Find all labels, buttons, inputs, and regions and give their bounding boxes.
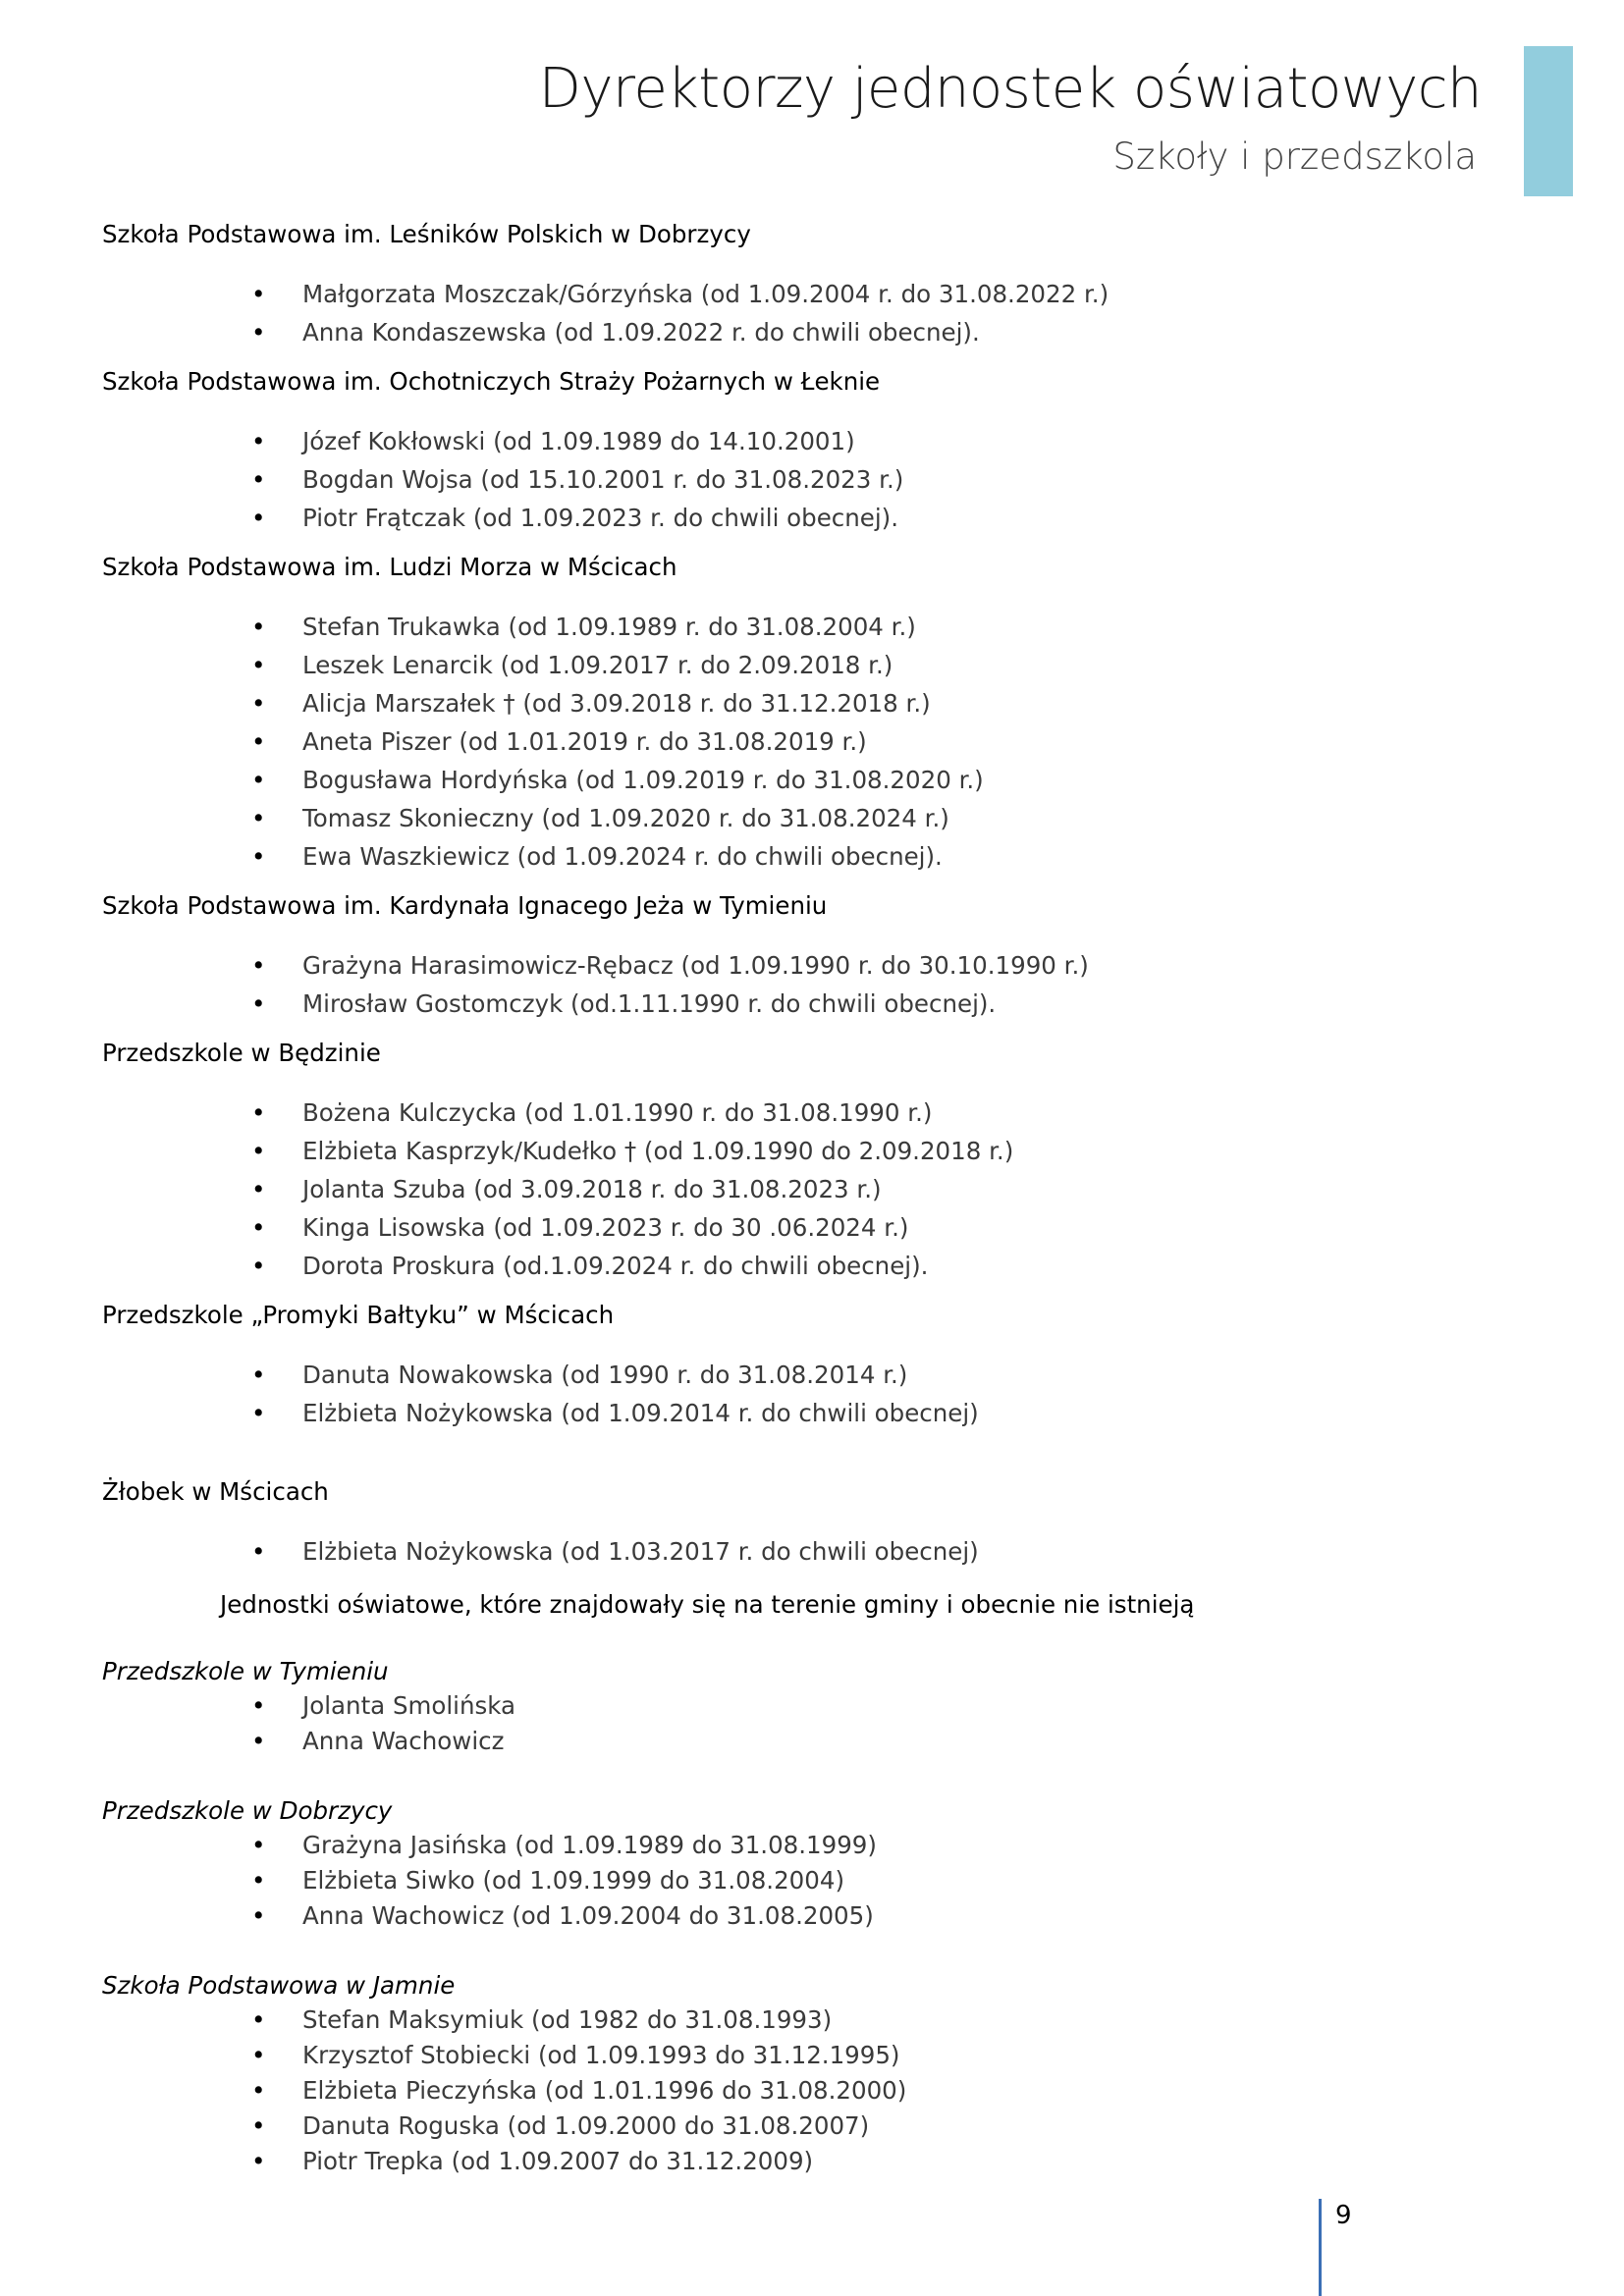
defunct-units-heading: Jednostki oświatowe, które znajdowały się na terenie gminy i obecnie nie istnieją [220, 1590, 1195, 1619]
entry-list [102, 275, 1496, 351]
entry-text: Józef Kokłowski (od 1.09.1989 do 14.10.2001) [302, 427, 855, 455]
entry-text: Piotr Trepka (od 1.09.2007 do 31.12.2009) [302, 2147, 814, 2175]
list-item [102, 2144, 1496, 2179]
list-item [102, 499, 1496, 537]
defunct-unit-section [102, 1794, 1496, 1934]
defunct-unit-section [102, 1969, 1496, 2179]
section-heading: Przedszkole „Promyki Bałtyku” w Mścicach [102, 1301, 615, 1329]
bullet-icon: • [251, 1727, 266, 1755]
bullet-icon: • [251, 951, 266, 980]
entry-text: Danuta Nowakowska (od 1990 r. do 31.08.2014 r.) [302, 1361, 908, 1389]
bullet-icon: • [251, 1252, 266, 1280]
list-item [102, 1724, 1496, 1759]
list-item [102, 2038, 1496, 2073]
list-item [102, 946, 1496, 985]
entry-list [102, 1828, 1496, 1934]
entry-text: Elżbieta Nożykowska (od 1.03.2017 r. do chwili obecnej) [302, 1537, 979, 1566]
page-subtitle: Szkoły i przedszkola [1112, 135, 1477, 178]
entry-list [102, 608, 1496, 876]
bullet-icon: • [251, 2041, 266, 2069]
entry-text: Jolanta Smolińska [302, 1691, 516, 1720]
current-units-list [102, 218, 1496, 1571]
unit-section [102, 1475, 1496, 1571]
section-heading: Szkoła Podstawowa im. Leśników Polskich w Dobrzycy [102, 220, 751, 248]
entry-text: Bogdan Wojsa (od 15.10.2001 r. do 31.08.2023 r.) [302, 465, 904, 494]
bullet-icon: • [251, 1399, 266, 1427]
bullet-icon: • [251, 1537, 266, 1566]
bullet-icon: • [251, 465, 266, 494]
unit-section [102, 1299, 1496, 1432]
section-heading: Przedszkole w Będzinie [102, 1039, 381, 1067]
entry-text: Mirosław Gostomczyk (od.1.11.1990 r. do chwili obecnej). [302, 989, 997, 1018]
entry-text: Grażyna Jasińska (od 1.09.1989 do 31.08.1999) [302, 1831, 877, 1859]
page-title: Dyrektorzy jednostek oświatowych [538, 57, 1482, 121]
list-item [102, 2002, 1496, 2038]
entry-list [102, 946, 1496, 1023]
entry-text: Danuta Roguska (od 1.09.2000 do 31.08.2007) [302, 2111, 870, 2140]
bullet-icon: • [251, 2005, 266, 2034]
list-item [102, 1132, 1496, 1170]
defunct-units-list [102, 1655, 1496, 2179]
list-item [102, 761, 1496, 799]
bullet-icon: • [251, 1175, 266, 1203]
bullet-icon: • [251, 1213, 266, 1242]
list-item [102, 313, 1496, 351]
entry-text: Kinga Lisowska (od 1.09.2023 r. do 30 .06.2024 r.) [302, 1213, 909, 1242]
entry-text: Stefan Trukawka (od 1.09.1989 r. do 31.08.2004 r.) [302, 613, 916, 641]
entry-list [102, 1094, 1496, 1285]
section-heading: Szkoła Podstawowa im. Kardynała Ignacego Jeża w Tymieniu [102, 891, 828, 920]
list-item [102, 1863, 1496, 1898]
list-item [102, 1356, 1496, 1394]
bullet-icon: • [251, 689, 266, 718]
entry-text: Krzysztof Stobiecki (od 1.09.1993 do 31.12.1995) [302, 2041, 900, 2069]
section-heading: Szkoła Podstawowa im. Ludzi Morza w Mścicach [102, 553, 677, 581]
list-item [102, 1094, 1496, 1132]
bullet-icon: • [251, 1901, 266, 1930]
defunct-section-heading: Przedszkole w Dobrzycy [102, 1796, 393, 1825]
entry-text: Elżbieta Siwko (od 1.09.1999 do 31.08.2004) [302, 1866, 845, 1895]
entry-text: Bogusława Hordyńska (od 1.09.2019 r. do 31.08.2020 r.) [302, 766, 984, 794]
bullet-icon: • [251, 2076, 266, 2105]
list-item [102, 2073, 1496, 2109]
list-item [102, 799, 1496, 837]
list-item [102, 1170, 1496, 1208]
unit-section [102, 365, 1496, 537]
list-item [102, 1394, 1496, 1432]
entry-text: Ewa Waszkiewicz (od 1.09.2024 r. do chwili obecnej). [302, 842, 943, 871]
list-item [102, 1828, 1496, 1863]
defunct-section-heading: Przedszkole w Tymieniu [102, 1657, 389, 1685]
unit-section [102, 889, 1496, 1023]
bullet-icon: • [251, 804, 266, 832]
page-number-bar [1319, 2199, 1322, 2296]
bullet-icon: • [251, 1098, 266, 1127]
bullet-icon: • [251, 1691, 266, 1720]
entry-text: Grażyna Harasimowicz-Rębacz (od 1.09.1990 r. do 30.10.1990 r.) [302, 951, 1089, 980]
entry-text: Anna Wachowicz [302, 1727, 505, 1755]
list-item [102, 275, 1496, 313]
bullet-icon: • [251, 842, 266, 871]
section-heading: Szkoła Podstawowa im. Ochotniczych Straży Pożarnych w Łeknie [102, 367, 881, 396]
entry-list [102, 2002, 1496, 2179]
list-item [102, 1532, 1496, 1571]
unit-section [102, 1037, 1496, 1285]
bullet-icon: • [251, 318, 266, 347]
list-item [102, 1688, 1496, 1724]
document-body [102, 218, 1496, 2215]
page-number: 9 [1335, 2201, 1352, 2230]
bullet-icon: • [251, 766, 266, 794]
bullet-icon: • [251, 1866, 266, 1895]
entry-text: Elżbieta Kasprzyk/Kudełko † (od 1.09.1990 do 2.09.2018 r.) [302, 1137, 1014, 1165]
entry-text: Dorota Proskura (od.1.09.2024 r. do chwili obecnej). [302, 1252, 929, 1280]
entry-text: Anna Wachowicz (od 1.09.2004 do 31.08.2005) [302, 1901, 874, 1930]
bullet-icon: • [251, 1831, 266, 1859]
entry-text: Stefan Maksymiuk (od 1982 do 31.08.1993) [302, 2005, 833, 2034]
bullet-icon: • [251, 2111, 266, 2140]
list-item [102, 1898, 1496, 1934]
list-item [102, 608, 1496, 646]
bullet-icon: • [251, 2147, 266, 2175]
entry-list [102, 422, 1496, 537]
entry-list [102, 1688, 1496, 1759]
defunct-unit-section [102, 1655, 1496, 1759]
list-item [102, 722, 1496, 761]
bullet-icon: • [251, 989, 266, 1018]
bullet-icon: • [251, 427, 266, 455]
entry-text: Leszek Lenarcik (od 1.09.2017 r. do 2.09.2018 r.) [302, 651, 893, 679]
bullet-icon: • [251, 1361, 266, 1389]
list-item [102, 1247, 1496, 1285]
entry-text: Aneta Piszer (od 1.01.2019 r. do 31.08.2019 r.) [302, 727, 867, 756]
bullet-icon: • [251, 1137, 266, 1165]
section-heading: Żłobek w Mścicach [102, 1477, 329, 1506]
list-item [102, 1208, 1496, 1247]
entry-text: Elżbieta Pieczyńska (od 1.01.1996 do 31.08.2000) [302, 2076, 907, 2105]
list-item [102, 837, 1496, 876]
entry-text: Małgorzata Moszczak/Górzyńska (od 1.09.2004 r. do 31.08.2022 r.) [302, 280, 1110, 308]
unit-section [102, 551, 1496, 876]
header-accent-bar [1524, 46, 1573, 196]
entry-text: Elżbieta Nożykowska (od 1.09.2014 r. do chwili obecnej) [302, 1399, 979, 1427]
list-item [102, 422, 1496, 460]
list-item [102, 460, 1496, 499]
entry-text: Anna Kondaszewska (od 1.09.2022 r. do chwili obecnej). [302, 318, 980, 347]
unit-section [102, 218, 1496, 351]
defunct-section-heading: Szkoła Podstawowa w Jamnie [102, 1971, 456, 2000]
entry-text: Jolanta Szuba (od 3.09.2018 r. do 31.08.2023 r.) [302, 1175, 882, 1203]
bullet-icon: • [251, 727, 266, 756]
list-item [102, 2109, 1496, 2144]
entry-text: Alicja Marszałek † (od 3.09.2018 r. do 31.12.2018 r.) [302, 689, 931, 718]
list-item [102, 646, 1496, 684]
list-item [102, 684, 1496, 722]
entry-text: Bożena Kulczycka (od 1.01.1990 r. do 31.08.1990 r.) [302, 1098, 933, 1127]
bullet-icon: • [251, 504, 266, 532]
entry-list [102, 1356, 1496, 1432]
entry-text: Tomasz Skonieczny (od 1.09.2020 r. do 31.08.2024 r.) [302, 804, 949, 832]
entry-text: Piotr Frątczak (od 1.09.2023 r. do chwili obecnej). [302, 504, 898, 532]
bullet-icon: • [251, 651, 266, 679]
bullet-icon: • [251, 613, 266, 641]
list-item [102, 985, 1496, 1023]
bullet-icon: • [251, 280, 266, 308]
entry-list [102, 1532, 1496, 1571]
